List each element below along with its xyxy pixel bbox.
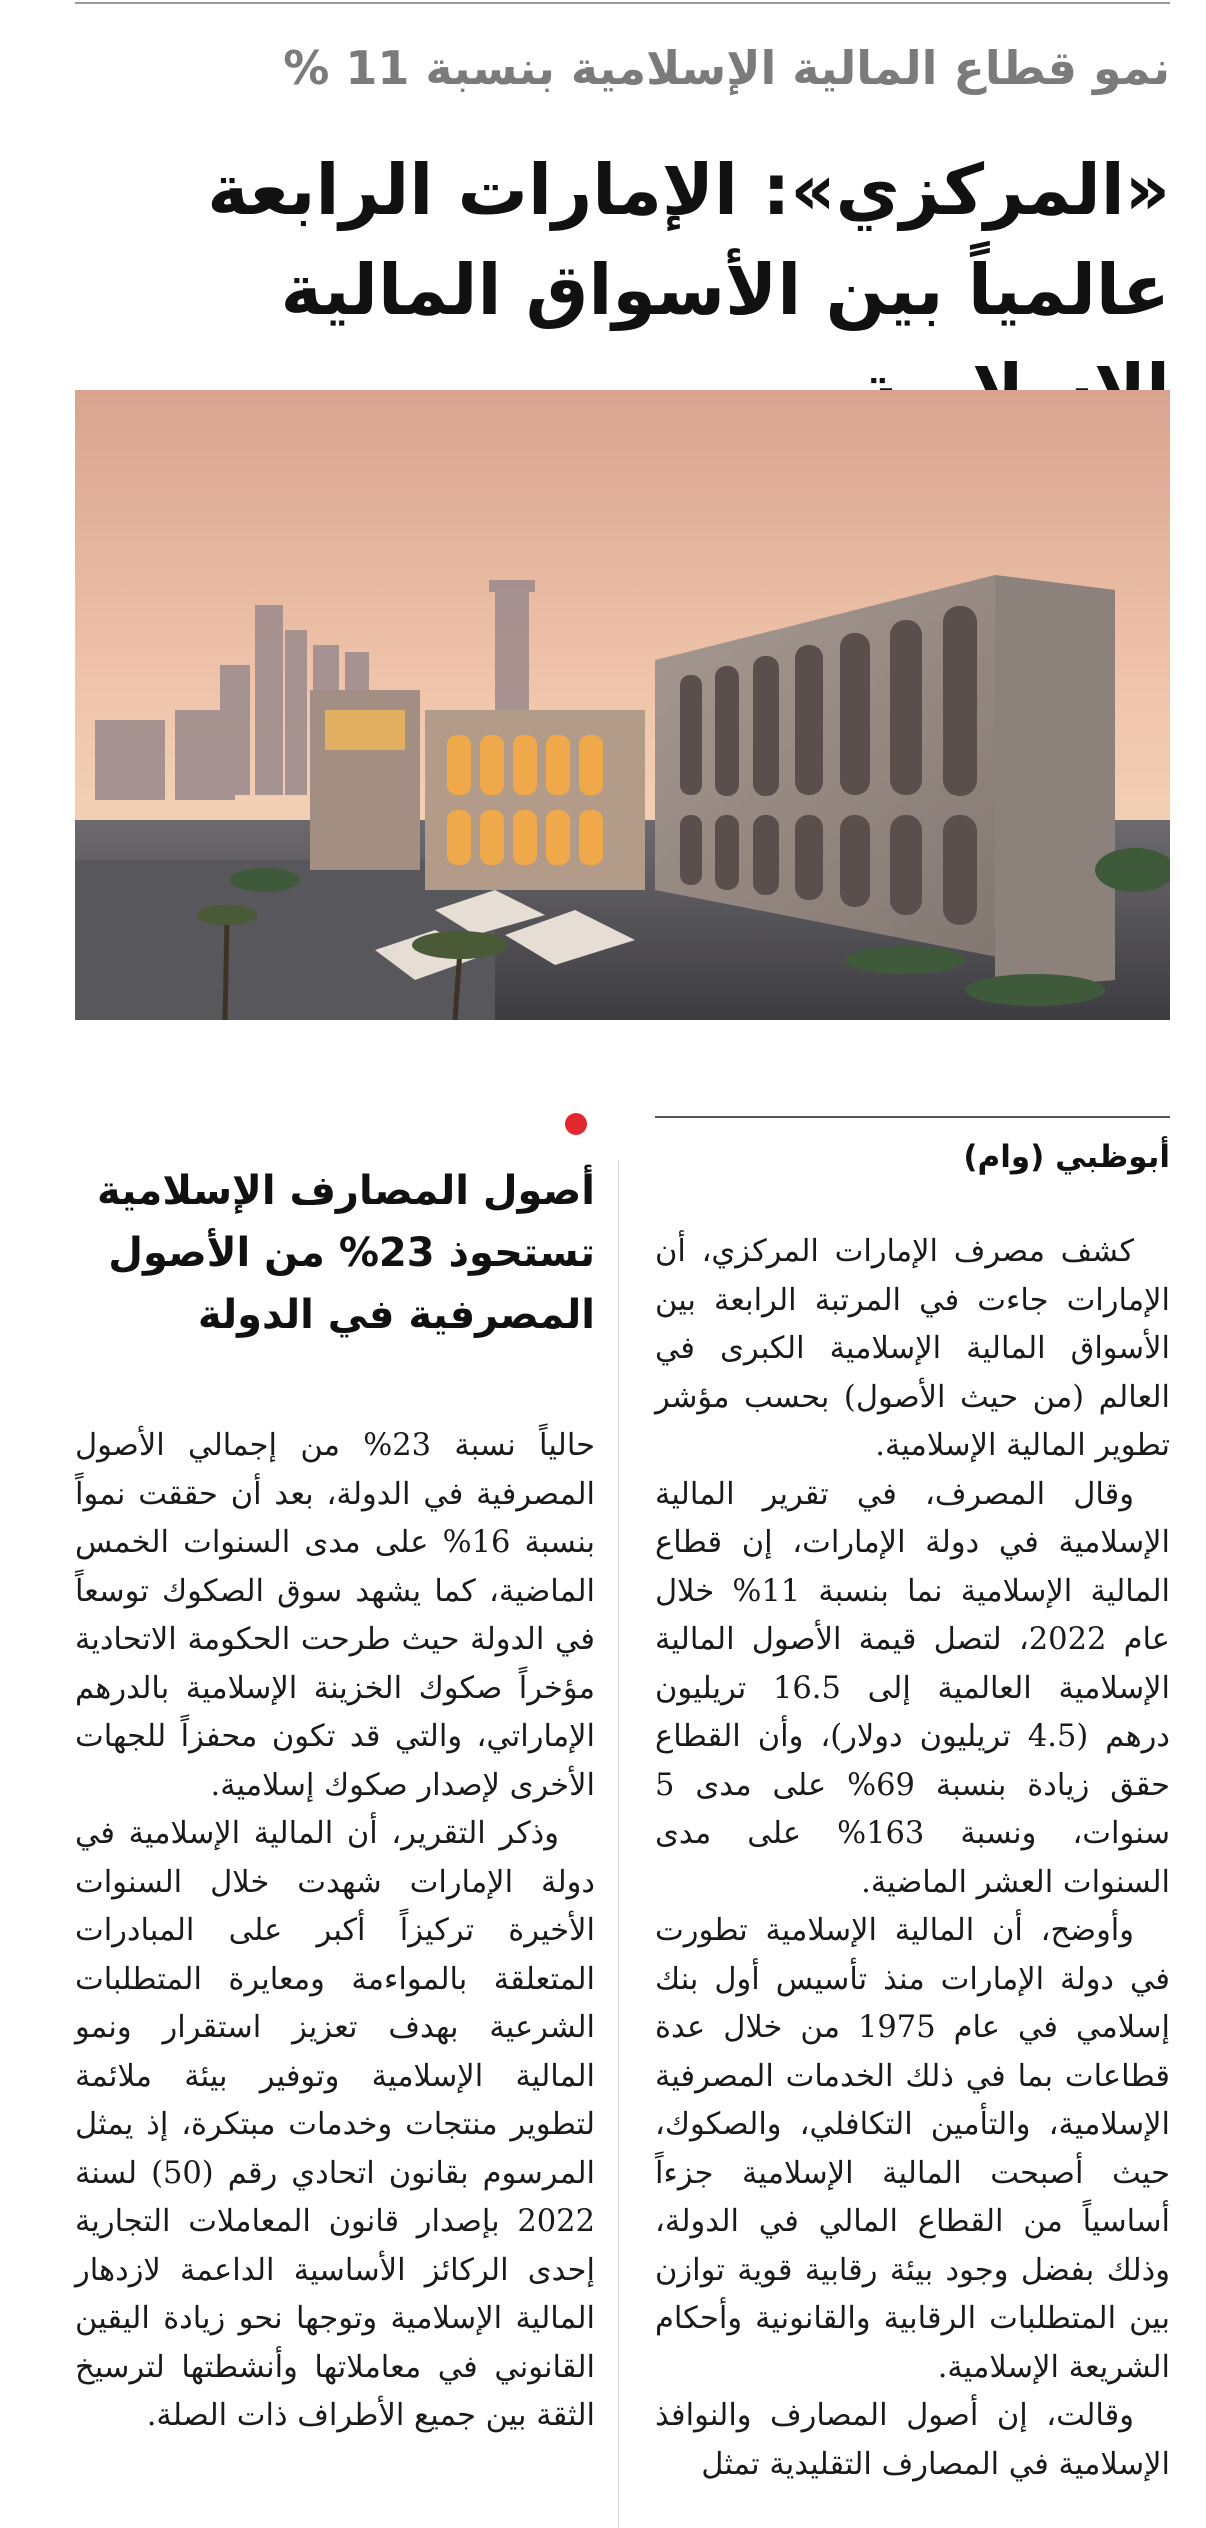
- red-bullet-icon: [565, 1113, 587, 1135]
- column-divider: [618, 1160, 619, 2528]
- paragraph: وأوضح، أن المالية الإسلامية تطورت في دولة الإمارات منذ تأسيس أول بنك إسلامي في عام 1975 من خلال عدة قطاعات بما في ذلك الخدمات المصرفية الإسلامية، والتأمين التكافلي، والصكوك، حيث أصبحت المالية الإسلامية جزءاً أساسياً من القطاع المالي في الدولة، وذلك بفضل وجود بيئة رقابية قوية توازن بين المتطلبات الرقابية والقانونية وأحكام الشريعة الإسلامية.: [655, 1913, 1170, 2385]
- subheadline: أصول المصارف الإسلامية تستحوذ 23% من الأصول المصرفية في الدولة: [96, 1168, 595, 1338]
- paragraph: وقالت، إن أصول المصارف والنوافذ الإسلامية في المصارف التقليدية تمثل: [655, 2398, 1170, 2482]
- article-column-left: [75, 1422, 595, 2441]
- top-rule: [75, 2, 1170, 4]
- paragraph: وذكر التقرير، أن المالية الإسلامية في دولة الإمارات شهدت خلال السنوات الأخيرة تركيزاً أكبر على المبادرات المتعلقة بالمواءمة ومعايرة المتطلبات الشرعية بهدف تعزيز استقرار ونمو المالية الإسلامية وتوفير بيئة ملائمة لتطوير منتجات وخدمات مبتكرة، إذ يمثل المرسوم بقانون اتحادي رقم (50) لسنة 2022 بإصدار قانون المعاملات التجارية إحدى الركائز الأساسية الداعمة لازدهار المالية الإسلامية وتوجها نحو زيادة اليقين القانوني في معاملاتها وأنشطتها لترسيخ الثقة بين جميع الأطراف ذات الصلة.: [75, 1816, 595, 2433]
- central-bank-building-photo: [75, 390, 1170, 1020]
- byline: أبوظبي (وام): [963, 1139, 1170, 1175]
- article-column-right: [655, 1228, 1170, 2489]
- article-photo: [75, 390, 1170, 1020]
- paragraph: حالياً نسبة 23% من إجمالي الأصول المصرفية في الدولة، بعد أن حققت نمواً بنسبة 16% على مدى السنوات الخمس الماضية، كما يشهد سوق الصكوك توسعاً في الدولة حيث طرحت الحكومة الاتحادية مؤخراً صكوك الخزينة الإسلامية بالدرهم الإماراتي، والتي قد تكون محفزاً للجهات الأخرى لإصدار صكوك إسلامية.: [75, 1428, 596, 1803]
- main-headline: «المركزي»: الإمارات الرابعة عالمياً بين الأسواق المالية: [207, 149, 1170, 331]
- kicker-headline: نمو قطاع المالية الإسلامية بنسبة 11 %: [283, 41, 1170, 95]
- paragraph: كشف مصرف الإمارات المركزي، أن الإمارات جاءت في المرتبة الرابعة بين الأسواق المالية الإسلامية الكبرى في العالم (من حيث الأصول) بحسب مؤشر تطوير المالية الإسلامية.: [655, 1234, 1170, 1463]
- byline-rule: [655, 1116, 1170, 1118]
- paragraph: وقال المصرف، في تقرير المالية الإسلامية في دولة الإمارات، إن قطاع المالية الإسلامية نما بنسبة 11% خلال عام 2022، لتصل قيمة الأصول المالية الإسلامية العالمية إلى 16.5 تريليون درهم (4.5 تريليون دولار)، وأن القطاع حقق زيادة بنسبة 69% على مدى 5 سنوات، ونسبة 163% على مدى السنوات العشر الماضية.: [655, 1476, 1171, 1900]
